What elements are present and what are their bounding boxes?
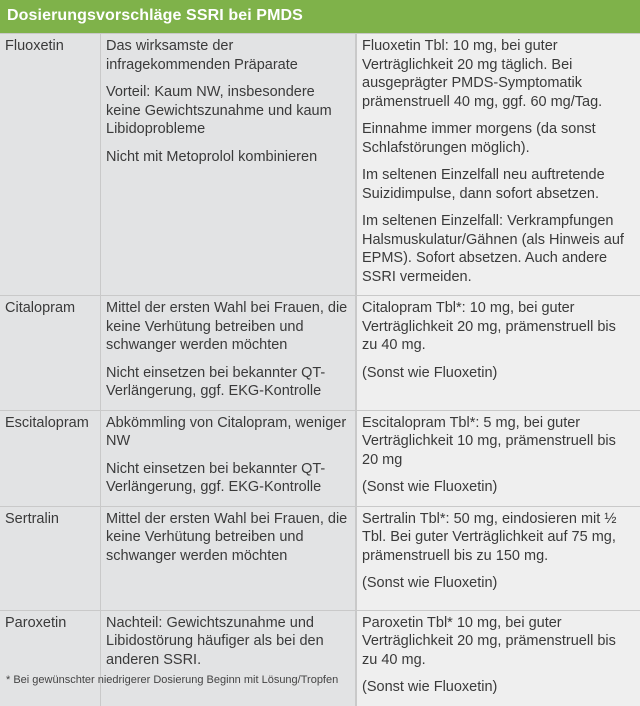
drug-dosing [356, 296, 640, 411]
dosing-text: (Sonst wie Fluoxetin) [362, 364, 498, 381]
table-title: Dosierungsvorschläge SSRI bei PMDS [0, 0, 640, 33]
dosing-text: (Sonst wie Fluoxetin) [362, 679, 498, 695]
table-row [0, 506, 640, 610]
dosing-text: (Sonst wie Fluoxetin) [362, 575, 498, 591]
dosing-text: Escitalopram Tbl*: 5 mg, bei guter Verträglichkeit 10 mg, prämenstruell bis 20 mg [362, 414, 616, 468]
dosing-text: (Sonst wie Fluoxetin) [362, 479, 498, 495]
drug-dosing [356, 610, 640, 706]
footnote: * Bei gewünschter niedrigerer Dosierung Beginn mit Lösung/Tropfen [6, 674, 339, 686]
table-row [0, 34, 640, 296]
note-text: Abkömmling von Citalopram, weniger NW [106, 414, 347, 449]
drug-dosing [356, 410, 640, 506]
note-text: Mittel der ersten Wahl bei Frauen, die keine Verhütung betreiben und schwanger werden möchten [106, 510, 348, 564]
drug-name: Paroxetin [0, 610, 101, 706]
drug-notes [101, 610, 357, 706]
drug-notes [101, 296, 357, 411]
drug-dosing [356, 506, 640, 610]
drug-name: Sertralin [0, 506, 101, 610]
dosing-text: Im seltenen Einzelfall: Verkrampfungen Halsmuskulatur/Gähnen (als Hinweis auf EPMS). Sofort absetzen. Auch andere SSRI vermeiden. [362, 213, 624, 285]
note-text: Nicht einsetzen bei bekannter QT-Verlängerung, ggf. EKG-Kontrolle [106, 364, 326, 399]
dosing-text: Fluoxetin Tbl: 10 mg, bei guter Verträglichkeit 20 mg täglich. Bei ausgeprägter PMDS-Symptomatik prämenstruell 40 mg, ggf. 60 mg/Tag. [362, 38, 603, 110]
drug-name: Citalopram [0, 296, 101, 411]
note-text: Vorteil: Kaum NW, insbesondere keine Gewichtszunahme und kaum Libidoprobleme [106, 84, 332, 137]
dosing-text: Citalopram Tbl*: 10 mg, bei guter Verträglichkeit 20 mg, prämenstruell bis zu 40 mg. [362, 300, 616, 353]
drug-name: Fluoxetin [0, 34, 101, 296]
table-row [0, 296, 640, 411]
drug-notes [101, 410, 357, 506]
dosing-text: Einnahme immer morgens (da sonst Schlafstörungen möglich). [362, 121, 596, 156]
dosing-text: Sertralin Tbl*: 50 mg, eindosieren mit ½ Tbl. Bei guter Verträglichkeit auf 75 mg, prämenstruell bis zu 150 mg. [362, 510, 617, 564]
ssri-dosing-table [0, 33, 640, 706]
note-text: Nachteil: Gewichtszunahme und Libidostörung häufiger als bei den anderen SSRI. [106, 614, 324, 668]
table-row [0, 610, 640, 706]
table-row [0, 410, 640, 506]
dosing-text: Paroxetin Tbl* 10 mg, bei guter Verträglichkeit 20 mg, prämenstruell bis zu 40 mg. [362, 614, 616, 668]
drug-notes [101, 34, 357, 296]
drug-notes [101, 506, 357, 610]
note-text: Nicht einsetzen bei bekannter QT-Verlängerung, ggf. EKG-Kontrolle [106, 460, 326, 495]
drug-dosing [356, 34, 640, 296]
dosing-text: Im seltenen Einzelfall neu auftretende Suizidimpulse, dann sofort absetzen. [362, 167, 605, 202]
drug-name: Escitalopram [0, 410, 101, 506]
note-text: Mittel der ersten Wahl bei Frauen, die keine Verhütung betreiben und schwanger werden möchten [106, 300, 348, 353]
note-text: Das wirksamste der infragekommenden Präparate [106, 38, 298, 73]
note-text: Nicht mit Metoprolol kombinieren [106, 148, 318, 165]
